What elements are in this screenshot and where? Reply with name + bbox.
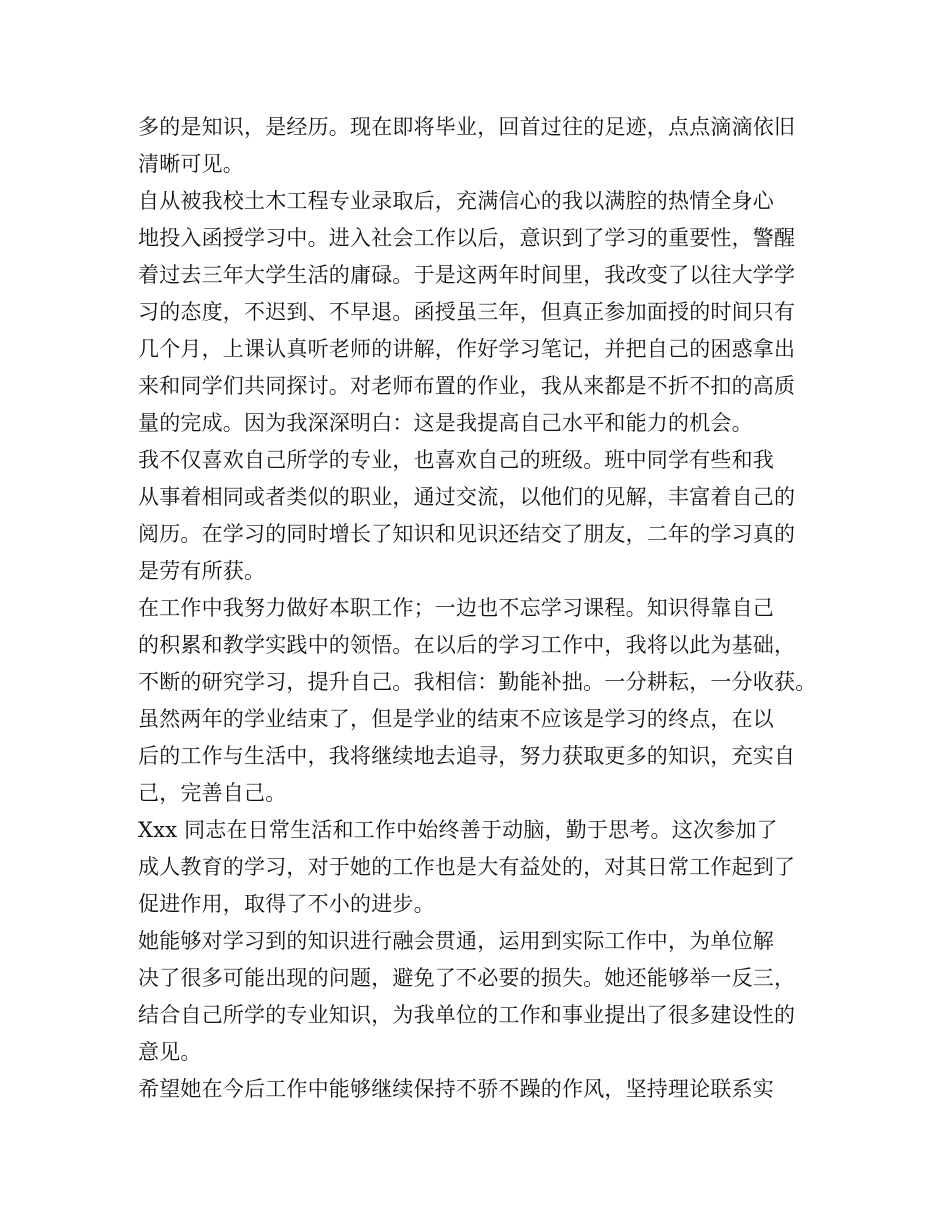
text-line: Xxx 同志在日常生活和工作中始终善于动脑，勤于思考。这次参加了 bbox=[138, 818, 778, 842]
text-line: 习的态度，不迟到、不早退。函授虽三年，但真正参加面授的时间只有 bbox=[138, 300, 796, 324]
text-line: 阅历。在学习的同时增长了知识和见识还结交了朋友，二年的学习真的 bbox=[138, 522, 796, 546]
text-line: 自从被我校土木工程专业录取后，充满信心的我以满腔的热情全身心 bbox=[138, 189, 774, 213]
text-line: 结合自己所学的专业知识，为我单位的工作和事业提出了很多建设性的 bbox=[138, 1003, 796, 1027]
text-line: 己，完善自己。 bbox=[138, 781, 287, 805]
text-line: 来和同学们共同探讨。对老师布置的作业，我从来都是不折不扣的高质 bbox=[138, 374, 796, 398]
text-line: 意见。 bbox=[138, 1040, 202, 1064]
text-line: 清晰可见。 bbox=[138, 152, 244, 176]
text-line: 地投入函授学习中。进入社会工作以后，意识到了学习的重要性，警醒 bbox=[138, 226, 796, 250]
text-line: 从事着相同或者类似的职业，通过交流，以他们的见解，丰富着自己的 bbox=[138, 485, 796, 509]
text-line: 着过去三年大学生活的庸碌。于是这两年时间里，我改变了以往大学学 bbox=[138, 263, 796, 287]
text-line: 我不仅喜欢自己所学的专业，也喜欢自己的班级。班中同学有些和我 bbox=[138, 448, 774, 472]
text-line: 几个月，上课认真听老师的讲解，作好学习笔记，并把自己的困惑拿出 bbox=[138, 337, 796, 361]
text-line: 促进作用，取得了不小的进步。 bbox=[138, 892, 435, 916]
text-line: 的积累和教学实践中的领悟。在以后的学习工作中，我将以此为基础， bbox=[138, 633, 796, 657]
text-line: 不断的研究学习，提升自己。我相信：勤能补拙。一分耕耘，一分收获。 bbox=[138, 670, 817, 694]
text-line: 成人教育的学习，对于她的工作也是大有益处的，对其日常工作起到了 bbox=[138, 855, 796, 879]
text-line: 多的是知识，是经历。现在即将毕业，回首过往的足迹，点点滴滴依旧 bbox=[138, 115, 796, 139]
text-line: 后的工作与生活中，我将继续地去追寻，努力获取更多的知识，充实自 bbox=[138, 744, 796, 768]
text-line: 在工作中我努力做好本职工作；一边也不忘学习课程。知识得靠自己 bbox=[138, 596, 774, 620]
text-line: 虽然两年的学业结束了，但是学业的结束不应该是学习的终点，在以 bbox=[138, 707, 774, 731]
text-line: 她能够对学习到的知识进行融会贯通，运用到实际工作中，为单位解 bbox=[138, 929, 774, 953]
text-line: 是劳有所获。 bbox=[138, 559, 266, 583]
text-line: 希望她在今后工作中能够继续保持不骄不躁的作风，坚持理论联系实 bbox=[138, 1077, 774, 1101]
text-line: 量的完成。因为我深深明白：这是我提高自己水平和能力的机会。 bbox=[138, 411, 753, 435]
text-line: 决了很多可能出现的问题，避免了不必要的损失。她还能够举一反三， bbox=[138, 966, 796, 990]
